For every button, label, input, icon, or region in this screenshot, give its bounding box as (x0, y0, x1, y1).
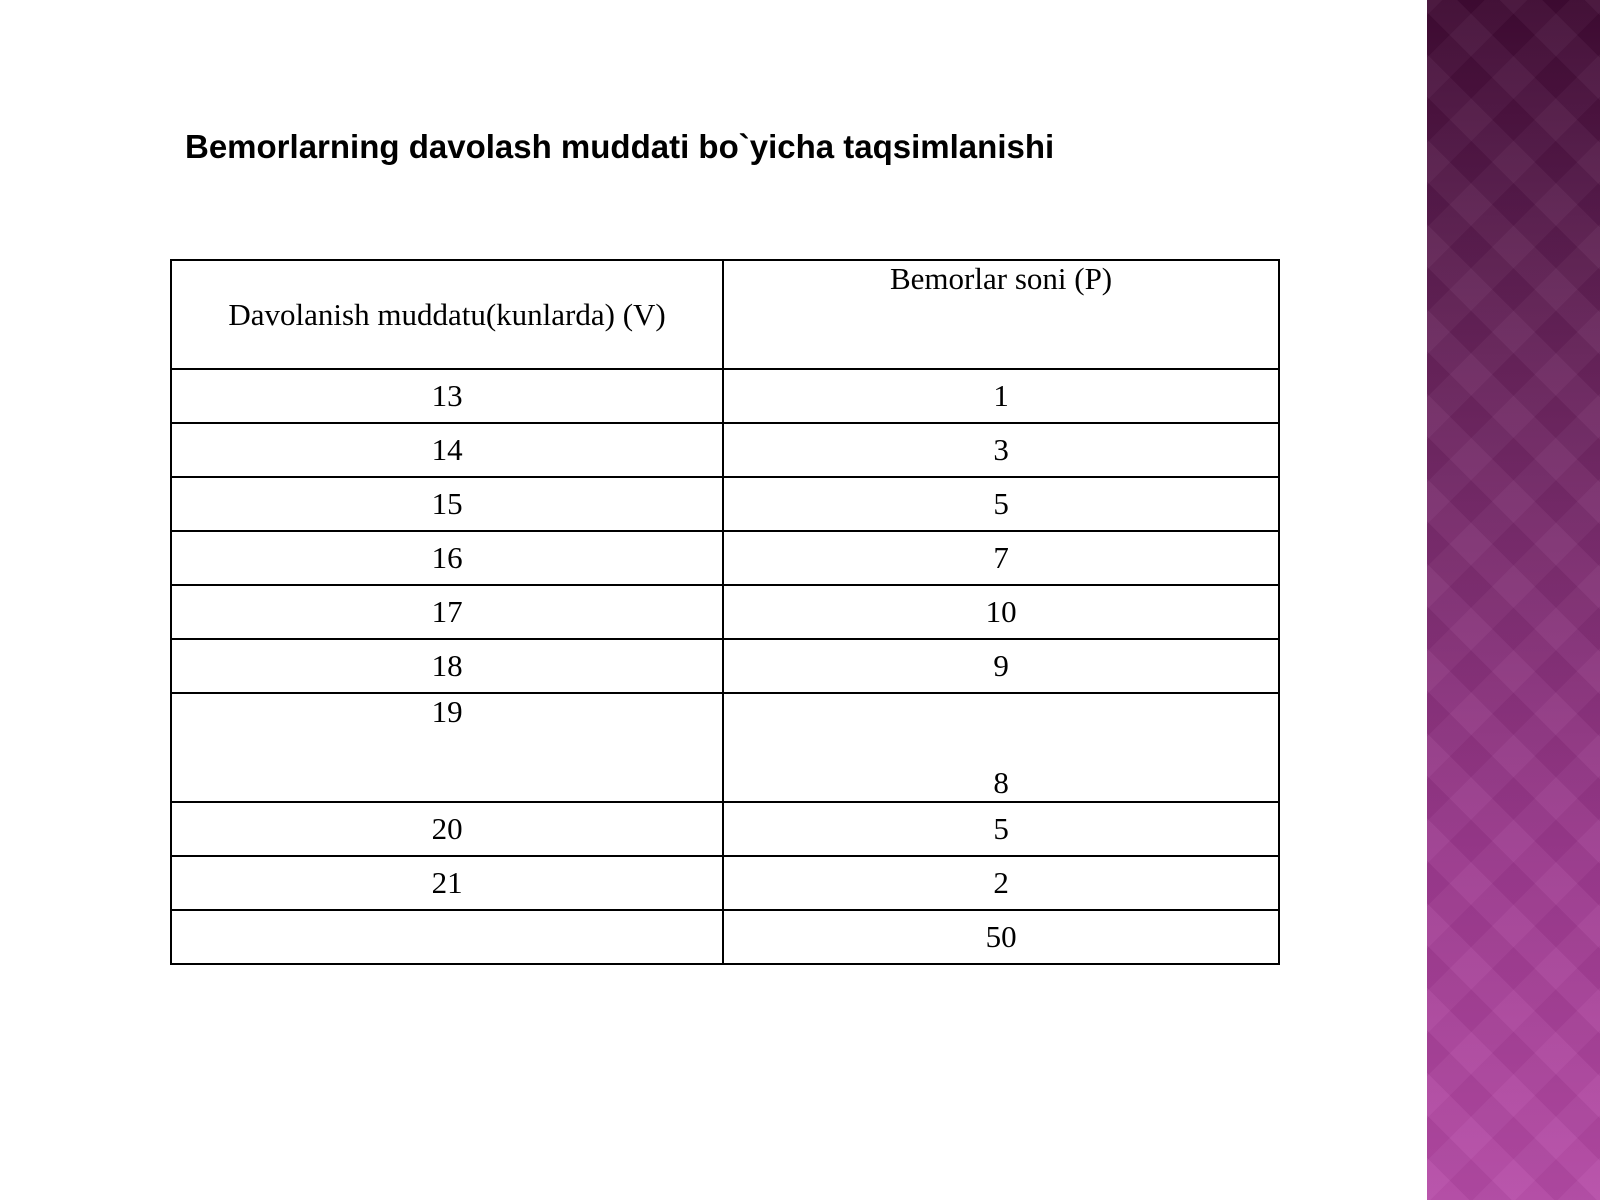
cell-patients: 1 (723, 369, 1279, 423)
table-row (171, 856, 1279, 910)
cell-duration: 17 (171, 585, 723, 639)
cell-duration: 18 (171, 639, 723, 693)
header-cell-duration: Davolanish muddatu(kunlarda) (V) (171, 260, 723, 369)
cell-patients: 3 (723, 423, 1279, 477)
cell-patients: 8 (723, 693, 1279, 802)
cell-duration: 14 (171, 423, 723, 477)
cell-patients: 5 (723, 477, 1279, 531)
header-cell-patients: Bemorlar soni (P) (723, 260, 1279, 369)
cell-patients: 10 (723, 585, 1279, 639)
table-row (171, 585, 1279, 639)
cell-patients: 2 (723, 856, 1279, 910)
distribution-table (170, 259, 1280, 965)
table-total-row (171, 910, 1279, 964)
table-row (171, 639, 1279, 693)
table-row (171, 423, 1279, 477)
cell-duration-empty (171, 910, 723, 964)
table-row (171, 693, 1279, 802)
table-row (171, 802, 1279, 856)
cell-patients: 9 (723, 639, 1279, 693)
table-row (171, 531, 1279, 585)
table-row (171, 369, 1279, 423)
side-bar-pattern (1427, 0, 1600, 1200)
cell-duration: 16 (171, 531, 723, 585)
slide-title: Bemorlarning davolash muddati bo`yicha taqsimlanishi (185, 128, 1055, 165)
cell-duration: 19 (171, 693, 723, 802)
cell-patients: 5 (723, 802, 1279, 856)
decorative-side-bar (1427, 0, 1600, 1200)
table-row (171, 477, 1279, 531)
cell-patients: 7 (723, 531, 1279, 585)
cell-duration: 21 (171, 856, 723, 910)
table-header-row (171, 260, 1279, 369)
cell-patients-total: 50 (723, 910, 1279, 964)
cell-duration: 13 (171, 369, 723, 423)
cell-duration: 20 (171, 802, 723, 856)
cell-duration: 15 (171, 477, 723, 531)
